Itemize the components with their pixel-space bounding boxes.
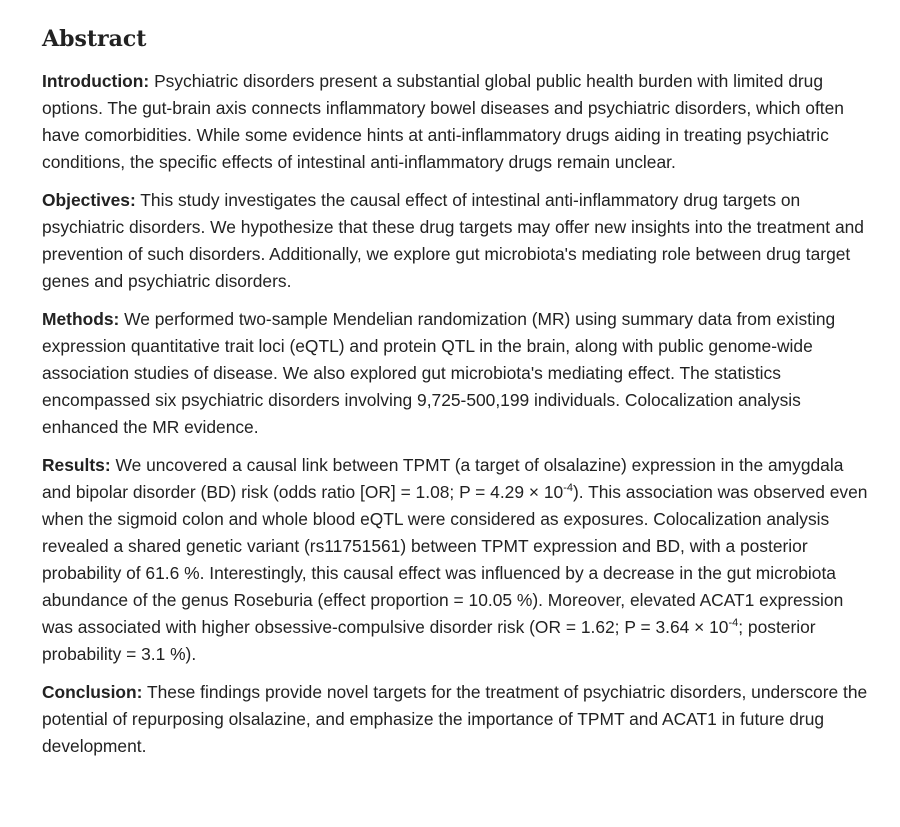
introduction-text: Psychiatric disorders present a substantial global public health burden with limited drug options. The gut-brain axis connects inflammatory bowel diseases and psychiatric disorders, which often have comorbidities. While some evidence hints at anti-inflammatory drugs aiding in treating psychiatric conditions, the specific effects of intestinal anti-inflammatory drugs remain unclear.	[42, 71, 844, 172]
results-text-part-1: We uncovered a causal link between TPMT (a target of olsalazine) expression in the amygdala and bipolar disorder (BD) risk (odds ratio [OR] = 1.08; P = 4.29 × 10	[42, 455, 844, 502]
results-paragraph	[42, 452, 872, 668]
conclusion-text: These findings provide novel targets for the treatment of psychiatric disorders, underscore the potential of repurposing olsalazine, and emphasize the importance of TPMT and ACAT1 in future drug development.	[42, 682, 868, 756]
conclusion-label: Conclusion:	[42, 682, 143, 702]
results-text-part-2: ). This association was observed even when the sigmoid colon and whole blood eQTL were considered as exposures. Colocalization analysis revealed a shared genetic variant (rs11751561) between TPMT expression and BD, with a posterior probability of 61.6 %. Interestingly, this causal effect was influenced by a decrease in the gut microbiota abundance of the genus Roseburia (effect proportion = 10.05 %). Moreover, elevated ACAT1 expression was associated with higher obsessive-compulsive disorder risk (OR = 1.62; P = 3.64 × 10	[42, 482, 868, 637]
results-label: Results:	[42, 455, 111, 475]
abstract-section	[42, 24, 872, 771]
results-exponent-1: -4	[563, 482, 573, 495]
abstract-heading: Abstract	[42, 26, 147, 52]
introduction-paragraph	[42, 68, 872, 176]
methods-label: Methods:	[42, 309, 120, 329]
methods-text: We performed two-sample Mendelian randomization (MR) using summary data from existing expression quantitative trait loci (eQTL) and protein QTL in the brain, along with public genome-wide association studies of disease. We also explored gut microbiota's mediating effect. The statistics encompassed six psychiatric disorders involving 9,725-500,199 individuals. Colocalization analysis enhanced the MR evidence.	[42, 309, 836, 437]
conclusion-paragraph	[42, 679, 872, 760]
objectives-text: This study investigates the causal effect of intestinal anti-inflammatory drug targets on psychiatric disorders. We hypothesize that these drug targets may offer new insights into the treatment and prevention of such disorders. Additionally, we explore gut microbiota's mediating role between drug target genes and psychiatric disorders.	[42, 190, 864, 291]
methods-paragraph	[42, 306, 872, 441]
introduction-label: Introduction:	[42, 71, 150, 91]
objectives-paragraph	[42, 187, 872, 295]
results-exponent-2: -4	[728, 617, 739, 630]
results-text-part-3: ; posterior probability = 3.1 %).	[42, 617, 816, 664]
objectives-label: Objectives:	[42, 190, 136, 210]
